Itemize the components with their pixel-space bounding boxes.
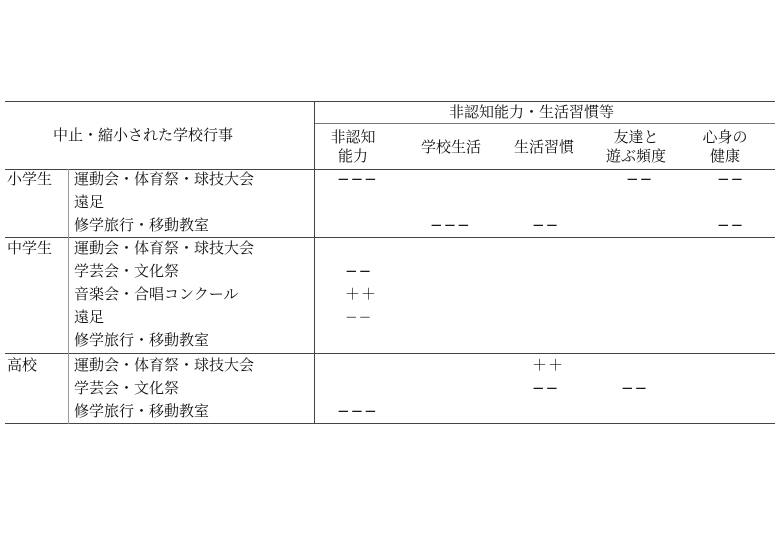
effect-mark: −− [532,379,560,397]
effect-mark: −− [532,216,560,234]
column-header-health: 心身の 健康 [702,128,748,165]
column-header-play-frequency: 友達と 遊ぶ頻度 [605,128,666,165]
effect-mark: −− [345,262,373,280]
left-divider [314,101,315,424]
group-divider [68,169,69,424]
event-label: 運動会・体育祭・球技大会 [74,170,255,188]
group-header-rule [314,123,775,124]
event-label: 学芸会・文化祭 [74,379,180,397]
effect-mark: −−− [337,170,378,188]
group-header-title: 非認知能力・生活習慣等 [449,103,615,121]
top-rule [5,101,775,102]
event-label: 遠足 [74,193,105,211]
group-label-elementary: 小学生 [7,170,53,188]
results-table [5,101,775,425]
event-label: 遠足 [74,308,105,326]
effect-mark: ＋＋ [345,285,378,303]
event-label: 音楽会・合唱コンクール [74,285,239,303]
effect-mark: −− [621,379,649,397]
column-header-non-cognitive: 非認知 能力 [330,128,376,165]
effect-mark: −−− [430,216,471,234]
group-label-junior-high: 中学生 [7,239,53,257]
effect-mark: ＋＋ [532,356,565,374]
group-label-high-school: 高校 [7,356,38,374]
effect-mark: −− [345,308,373,326]
event-label: 修学旅行・移動教室 [74,216,210,234]
column-header-school-life: 学校生活 [420,138,481,156]
event-label: 修学旅行・移動教室 [74,402,210,420]
junior-high-bottom-rule [5,353,775,354]
effect-mark: −− [717,216,745,234]
effect-mark: −− [717,170,745,188]
left-header-title: 中止・縮小された学校行事 [53,126,234,144]
effect-mark: −−− [337,402,378,420]
event-label: 修学旅行・移動教室 [74,331,210,349]
effect-mark: −− [626,170,654,188]
bottom-rule [5,423,775,424]
event-label: 運動会・体育祭・球技大会 [74,356,255,374]
column-header-habits: 生活習慣 [513,138,574,156]
event-label: 学芸会・文化祭 [74,262,180,280]
event-label: 運動会・体育祭・球技大会 [74,239,255,257]
